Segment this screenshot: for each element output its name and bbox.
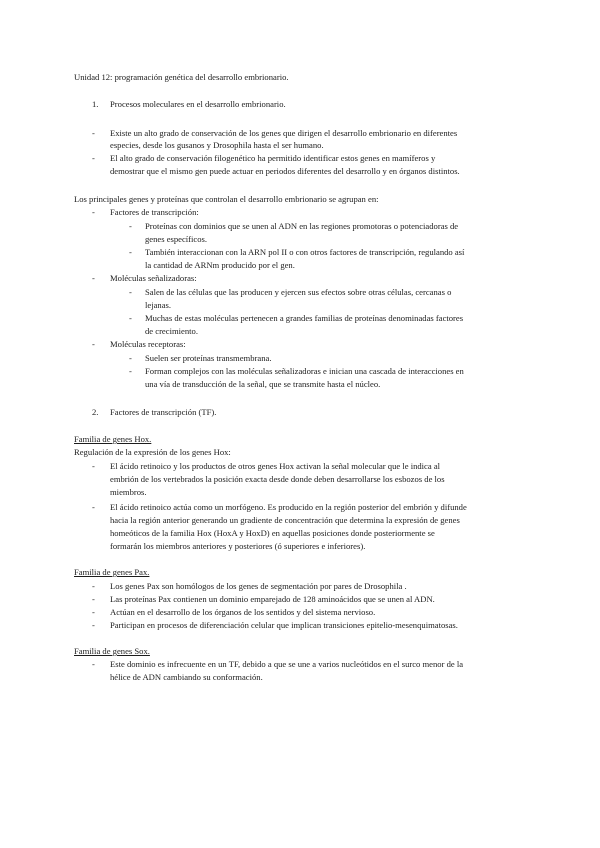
group-label: Moléculas receptoras:	[110, 339, 186, 349]
sox-heading: Familia de genes Sox.	[74, 646, 150, 656]
bullet-dash: -	[92, 620, 95, 630]
intro-text: Los principales genes y proteínas que controlan el desarrollo embrionario se agrupan en:	[74, 194, 379, 204]
paragraph-line: Forman complejos con las moléculas señalizadoras e inician una cascada de interacciones en	[145, 366, 464, 376]
bullet-dash: -	[129, 353, 132, 363]
paragraph-line: una vía de transducción de la señal, que se transmite hasta el núcleo.	[145, 379, 381, 389]
paragraph-line: demostrar que el mismo gen puede actuar en periodos diferentes del desarrollo y en órganos distintos.	[110, 166, 460, 176]
paragraph-line: embrión de los vertebrados la posición exacta desde donde deben desarrollarse los esbozos de los	[110, 474, 445, 484]
paragraph-line: Suelen ser proteínas transmembrana.	[145, 353, 272, 363]
paragraph-line: la cantidad de ARNm producido por el gen.	[145, 260, 295, 270]
bullet-dash: -	[92, 461, 95, 471]
paragraph-line: El ácido retinoico y los productos de otros genes Hox activan la señal molecular que le indica al	[110, 461, 441, 471]
document-title: Unidad 12: programación genética del desarrollo embrionario.	[74, 72, 289, 82]
paragraph-line: Muchas de estas moléculas pertenecen a grandes familias de proteínas denominadas factores	[145, 313, 464, 323]
pax-heading: Familia de genes Pax.	[74, 567, 150, 577]
paragraph-line: Proteínas con dominios que se unen al ADN en las regiones promotoras o potenciadoras de	[145, 221, 459, 231]
list-number: 1.	[92, 99, 99, 109]
paragraph-line: miembros.	[110, 487, 147, 497]
section-heading: Procesos moleculares en el desarrollo embrionario.	[110, 99, 286, 109]
paragraph-line: El ácido retinoico actúa como un morfógeno. Es producido en la región posterior del embrión y difunde	[110, 502, 467, 512]
bullet-dash: -	[129, 221, 132, 231]
bullet-dash: -	[129, 287, 132, 297]
bullet-dash: -	[92, 273, 95, 283]
pax-item: Participan en procesos de diferenciación celular que implican transiciones epitelio-mesenquimatosas.	[110, 620, 458, 630]
section-heading: Factores de transcripción (TF).	[110, 407, 217, 417]
group-label: Factores de transcripción:	[110, 207, 199, 217]
hox-heading: Familia de genes Hox.	[74, 434, 152, 444]
bullet-dash: -	[92, 502, 95, 512]
paragraph-line: formarán los miembros anteriores y posteriores (ó superiores e inferiores).	[110, 541, 366, 551]
bullet-dash: -	[129, 313, 132, 323]
paragraph-line: genes específicos.	[145, 234, 208, 244]
paragraph-line: especies, desde los gusanos y Drosophila hasta el ser humano.	[110, 140, 324, 150]
paragraph-line: El alto grado de conservación filogenético ha permitido identificar estos genes en mamíferos y	[110, 153, 436, 163]
bullet-dash: -	[92, 607, 95, 617]
paragraph-line: hélice de ADN cambiando su conformación.	[110, 672, 263, 682]
paragraph-line: hacia la región anterior generando un gradiente de concentración que determina la expresión de genes	[110, 515, 460, 525]
paragraph-line: Este dominio es infrecuente en un TF, debido a que se une a varios nucleótidos en el surco menor de la	[110, 659, 464, 669]
bullet-dash: -	[92, 207, 95, 217]
bullet-dash: -	[92, 581, 95, 591]
paragraph-line: de crecimiento.	[145, 326, 198, 336]
paragraph-line: Salen de las células que las producen y ejercen sus efectos sobre otras células, cercanas o	[145, 287, 452, 297]
hox-subheading: Regulación de la expresión de los genes Hox:	[74, 447, 231, 457]
paragraph-line: Existe un alto grado de conservación de los genes que dirigen el desarrollo embrionario en diferentes	[110, 128, 458, 138]
paragraph-line: lejanas.	[145, 300, 172, 310]
bullet-dash: -	[92, 153, 95, 163]
bullet-dash: -	[129, 366, 132, 376]
paragraph-line: También interaccionan con la ARN pol II o con otros factores de transcripción, regulando así	[145, 247, 465, 257]
bullet-dash: -	[92, 128, 95, 138]
group-label: Moléculas señalizadoras:	[110, 273, 197, 283]
bullet-dash: -	[92, 594, 95, 604]
bullet-dash: -	[92, 659, 95, 669]
pax-item: Los genes Pax son homólogos de los genes de segmentación por pares de Drosophila .	[110, 581, 407, 591]
pax-item: Actúan en el desarrollo de los órganos de los sentidos y del sistema nervioso.	[110, 607, 376, 617]
pax-item: Las proteínas Pax contienen un dominio emparejado de 128 aminoácidos que se unen al ADN.	[110, 594, 435, 604]
paragraph-line: homeóticos de la familia Hox (HoxA y HoxD) en aquellas posiciones donde posteriormente se	[110, 528, 435, 538]
bullet-dash: -	[92, 339, 95, 349]
list-number: 2.	[92, 407, 99, 417]
bullet-dash: -	[129, 247, 132, 257]
